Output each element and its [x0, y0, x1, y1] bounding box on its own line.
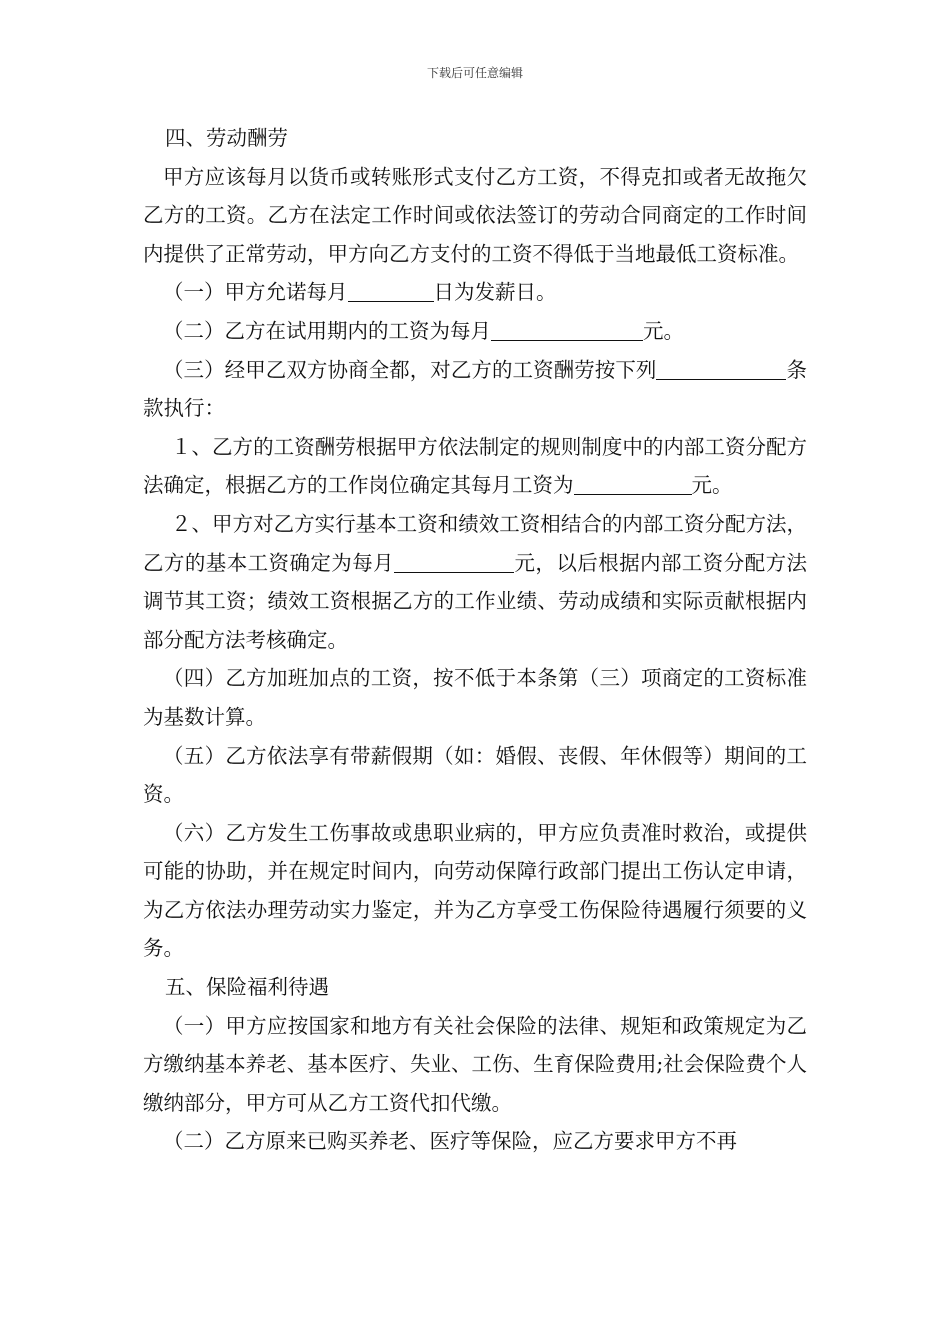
clause-2-text-after: 元，以后根据内部工资分配方法调节其工资；绩效工资根据乙方的工作业绩、劳动成绩和实际贡献根据内部分配方法考核确定。: [143, 550, 808, 652]
clause-choice-blank-continued: [756, 357, 786, 380]
clause-1-text-before: １、乙方的工资酬劳根据甲方依法制定的规则制度中的内部工资分配方法确定，根据乙方的工作岗位确定其每月工资为: [143, 434, 807, 498]
section-5-heading: 五、保险福利待遇: [165, 975, 329, 1000]
section-4-intro: 甲方应该每月以货币或转账形式支付乙方工资，不得克扣或者无故拖欠乙方的工资。乙方在法定工作时间或依法签订的劳动合同商定的工作时间内提供了正常劳动，甲方向乙方支付的工资不得低于当地最低工资标准。: [143, 164, 807, 266]
document-body: [143, 119, 807, 1161]
clause-1: [143, 428, 807, 505]
section-4-item-3: [143, 351, 807, 428]
item-3-text-after: 条款执行：: [143, 357, 808, 421]
base-wage-blank: [394, 550, 514, 573]
section-4-item-6: （六）乙方发生工伤事故或患职业病的，甲方应负责准时救治，或提供可能的协助，并在规定时间内，向劳动保障行政部门提出工伤认定申请，为乙方依法办理劳动实力鉴定，并为乙方享受工伤保险待遇履行须要的义务。: [143, 820, 807, 961]
section-5-item-1: （一）甲方应按国家和地方有关社会保险的法律、规矩和政策规定为乙方缴纳基本养老、基本医疗、失业、工伤、生育保险费用;社会保险费个人缴纳部分，甲方可从乙方工资代扣代缴。: [143, 1013, 807, 1115]
item-2-text-after: 元。: [643, 318, 684, 343]
clause-1-text-after: 元。: [691, 473, 733, 498]
section-4-item-4: （四）乙方加班加点的工资，按不低于本条第（三）项商定的工资标准为基数计算。: [143, 666, 807, 729]
monthly-wage-blank: [574, 472, 692, 495]
section-4-heading: 四、劳动酬劳: [165, 126, 288, 150]
page-header: 下载后可任意编辑: [426, 66, 523, 80]
clause-2-text-before: ２、甲方对乙方实行基本工资和绩效工资相结合的内部工资分配方法，乙方的基本工资确定为每月: [143, 511, 807, 575]
item-1-text-after: 日为发薪日。: [433, 280, 557, 305]
item-3-text-before: （三）经甲乙双方协商全都，对乙方的工资酬劳按下列: [163, 357, 657, 382]
item-2-text-before: （二）乙方在试用期内的工资为每月: [163, 318, 491, 343]
section-5-item-2: （二）乙方原来已购买养老、医疗等保险，应乙方要求甲方不再: [163, 1129, 737, 1154]
item-1-text-before: （一）甲方允诺每月: [163, 280, 348, 305]
section-4-item-2: [143, 312, 807, 351]
probation-wage-blank: [491, 318, 643, 341]
section-4-item-5: （五）乙方依法享有带薪假期（如：婚假、丧假、年休假等）期间的工资。: [143, 743, 807, 807]
section-4-item-1: [143, 273, 807, 312]
clause-choice-blank: [656, 357, 756, 380]
clause-2: [143, 505, 807, 659]
payday-blank: [348, 279, 434, 302]
